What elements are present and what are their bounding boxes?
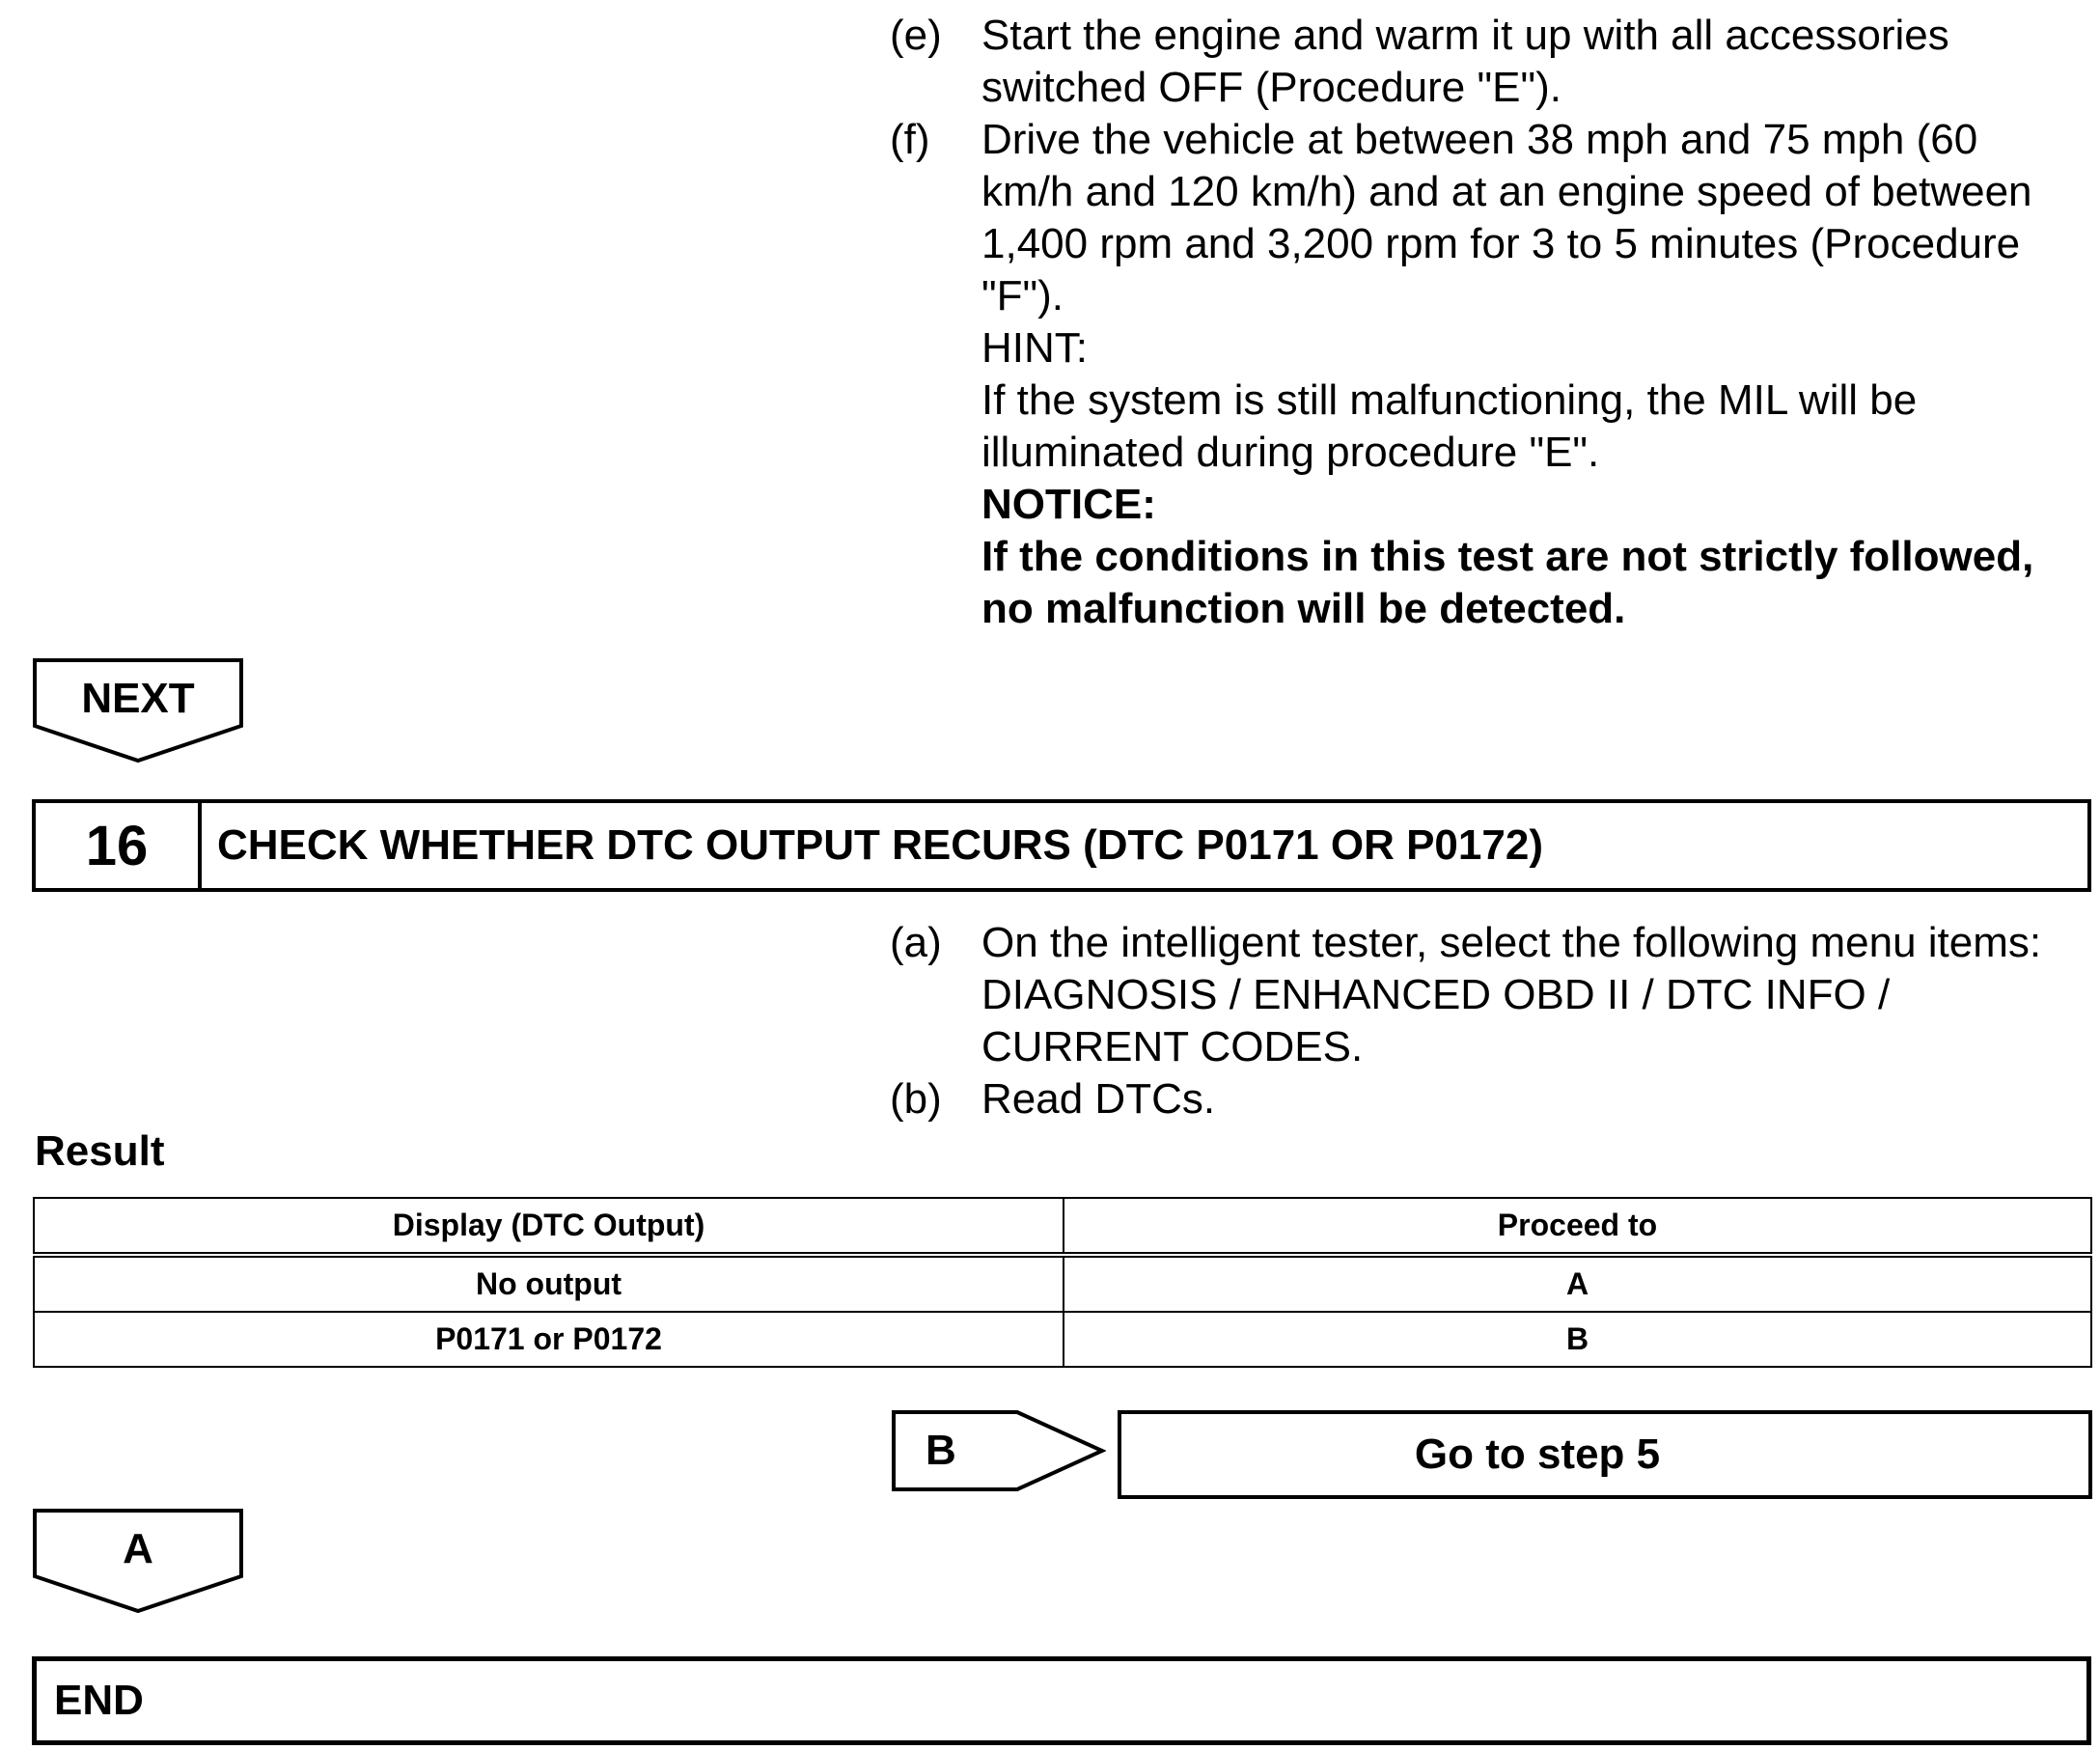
table-cell: P0171 or P0172: [34, 1312, 1064, 1367]
step-line: switched OFF (Procedure "E").: [981, 64, 1561, 111]
step-number: 16: [36, 803, 202, 888]
step-line: DIAGNOSIS / ENHANCED OBD II / DTC INFO /: [981, 971, 1891, 1018]
table-cell: No output: [34, 1255, 1064, 1312]
hint-line: If the system is still malfunctioning, the MIL will be: [981, 376, 1918, 424]
branch-b-label: B: [926, 1427, 956, 1474]
next-label: NEXT: [81, 675, 195, 722]
notice-label: NOTICE:: [981, 481, 1156, 528]
notice-line: If the conditions in this test are not strictly followed,: [981, 533, 2034, 580]
result-label: Result: [35, 1127, 165, 1175]
table-header-row: [34, 1198, 2091, 1255]
table-cell: A: [1064, 1255, 2091, 1312]
step-line: km/h and 120 km/h) and at an engine speed of between: [981, 168, 2032, 215]
step-text: [981, 10, 2086, 114]
step-letter: (a): [890, 919, 942, 966]
step-line: On the intelligent tester, select the following menu items:: [981, 919, 2042, 966]
step-e: [890, 10, 2086, 114]
notice-line: no malfunction will be detected.: [981, 585, 1626, 632]
step-a: [890, 917, 2086, 1073]
hint-line: illuminated during procedure "E".: [981, 429, 1600, 476]
step-line: Start the engine and warm it up with all accessories: [981, 12, 1949, 59]
step-letter: (e): [890, 12, 942, 59]
arrow-right-icon: [892, 1410, 1106, 1491]
end-box: END: [32, 1656, 2091, 1745]
table-row: [34, 1255, 2091, 1312]
goto-step-link[interactable]: Go to step 5: [1118, 1410, 2092, 1499]
step-line: Drive the vehicle at between 38 mph and 75 mph (60: [981, 116, 1978, 163]
column-header: Proceed to: [1064, 1198, 2091, 1255]
upper-step-list: [890, 10, 2086, 635]
table-row: [34, 1312, 2091, 1367]
step-f: [890, 114, 2086, 635]
step-line: 1,400 rpm and 3,200 rpm for 3 to 5 minutes (Procedure: [981, 220, 2021, 267]
step-text: [981, 114, 2086, 635]
result-table: [33, 1197, 2092, 1368]
step-line: Read DTCs.: [981, 1075, 1216, 1123]
hint-label: HINT:: [981, 324, 1088, 372]
step-b: [890, 1073, 2086, 1125]
step-text: [981, 917, 2086, 1073]
branch-b-tab[interactable]: [892, 1410, 1106, 1491]
a-label: A: [123, 1525, 153, 1572]
table-cell: B: [1064, 1312, 2091, 1367]
column-header: Display (DTC Output): [34, 1198, 1064, 1255]
step-line: "F").: [981, 272, 1064, 319]
step-line: CURRENT CODES.: [981, 1023, 1364, 1070]
step-letter: (b): [890, 1075, 942, 1123]
lower-step-list: [890, 917, 2086, 1125]
step-letter: (f): [890, 116, 930, 163]
step-title: CHECK WHETHER DTC OUTPUT RECURS (DTC P0171 OR P0172): [217, 821, 1543, 869]
step-header: [32, 799, 2091, 892]
step-text: [981, 1073, 2086, 1125]
next-chevron[interactable]: [33, 658, 243, 764]
a-chevron[interactable]: [33, 1509, 243, 1615]
